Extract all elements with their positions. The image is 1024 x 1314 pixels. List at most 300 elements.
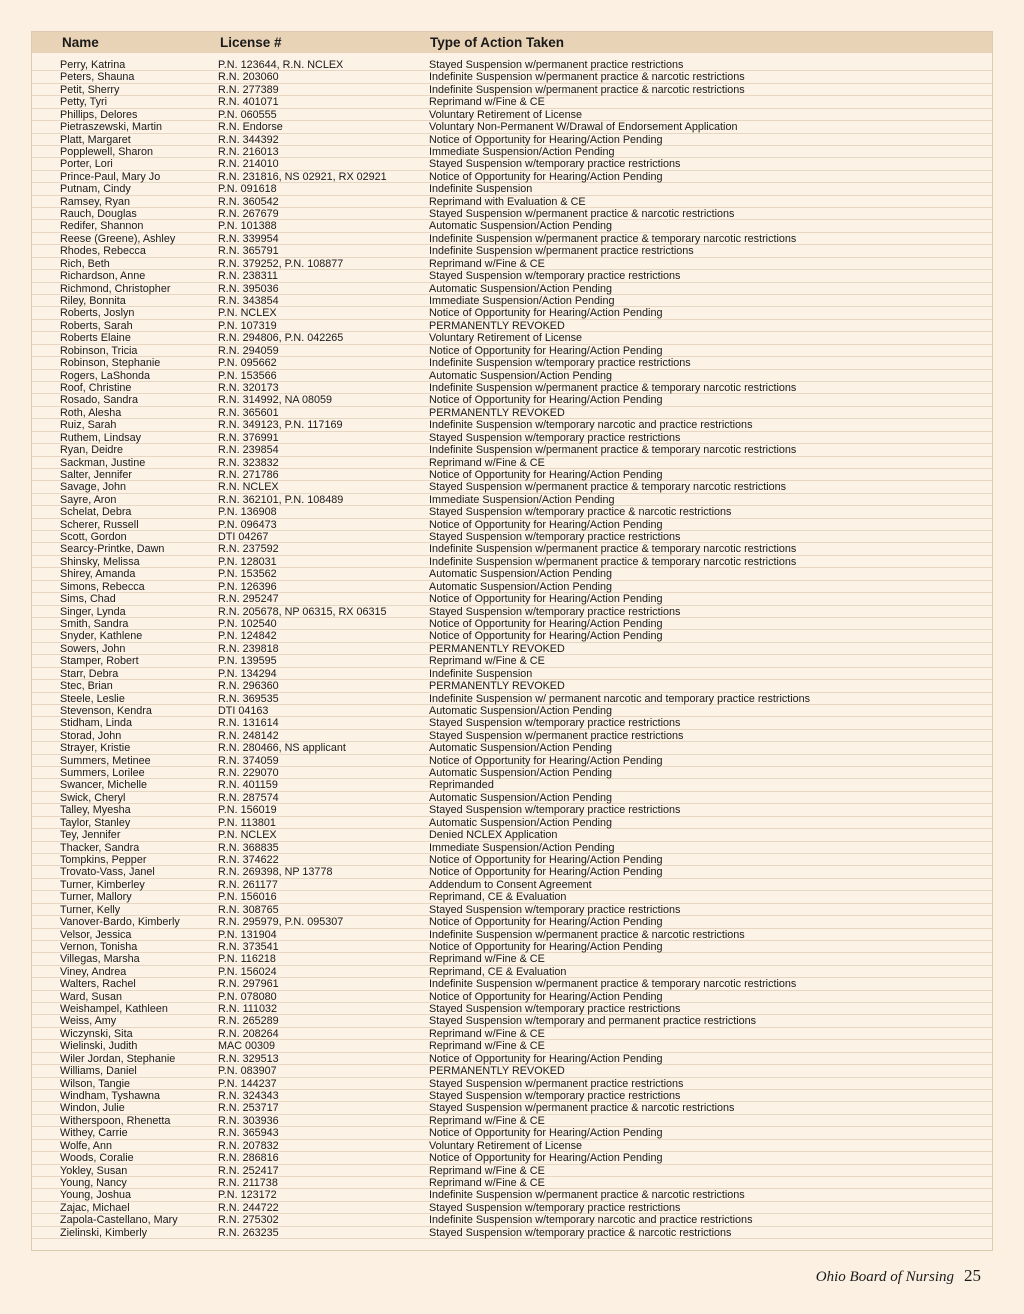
cell-name: Sowers, John [60, 642, 126, 655]
cell-action: Reprimand w/Fine & CE [429, 1040, 545, 1053]
cell-name: Popplewell, Sharon [60, 145, 154, 158]
cell-name: Stec, Brian [60, 680, 113, 693]
table-row [32, 929, 992, 941]
cell-license: DTI 04267 [218, 531, 269, 544]
cell-action: Voluntary Retirement of License [429, 1139, 583, 1152]
cell-license: P.N. 144237 [218, 1077, 277, 1090]
cell-name: Ruthem, Lindsay [60, 431, 142, 444]
cell-license: R.N. 374059 [218, 754, 279, 767]
cell-name: Swancer, Michelle [60, 779, 148, 792]
cell-license: P.N. 091618 [218, 183, 277, 196]
cell-license: R.N. 373541 [218, 940, 279, 953]
table-row [32, 208, 992, 220]
cell-action: Stayed Suspension w/temporary practice restrictions [429, 717, 681, 730]
table-row [32, 1189, 992, 1201]
cell-license: R.N. 203060 [218, 71, 279, 84]
cell-action: Reprimand w/Fine & CE [429, 1164, 545, 1177]
cell-action: Indefinite Suspension w/permanent practice & temporary narcotic restrictions [429, 543, 797, 556]
cell-license: R.N. 277389 [218, 83, 279, 96]
cell-name: Zapola-Castellano, Mary [60, 1214, 178, 1227]
table-row [32, 606, 992, 618]
cell-name: Reese (Greene), Ashley [60, 232, 176, 245]
cell-name: Storad, John [60, 729, 122, 742]
cell-name: Roberts Elaine [60, 332, 131, 345]
cell-license: P.N. NCLEX [218, 307, 277, 320]
cell-action: Immediate Suspension/Action Pending [429, 493, 615, 506]
cell-license: P.N. NCLEX [218, 829, 277, 842]
cell-license: R.N. 365943 [218, 1127, 279, 1140]
table-row [32, 817, 992, 829]
cell-license: P.N. 128031 [218, 555, 277, 568]
cell-action: Stayed Suspension w/temporary and permanent practice restrictions [429, 1015, 757, 1028]
cell-license: R.N. 253717 [218, 1102, 279, 1115]
cell-name: Shinsky, Melissa [60, 555, 140, 568]
cell-name: Windon, Julie [60, 1102, 125, 1115]
cell-action: Notice of Opportunity for Hearing/Action Pending [429, 866, 663, 879]
cell-license: P.N. 131904 [218, 928, 277, 941]
table-row [32, 96, 992, 108]
table-row [32, 283, 992, 295]
cell-action: Indefinite Suspension [429, 667, 533, 680]
cell-license: R.N. 111032 [218, 1003, 278, 1016]
cell-name: Turner, Kelly [60, 903, 121, 916]
cell-name: Wiczynski, Sita [60, 1027, 133, 1040]
table-row [32, 481, 992, 493]
table-row [32, 717, 992, 729]
cell-license: R.N. NCLEX [218, 481, 279, 494]
table-row [32, 953, 992, 965]
table-row [32, 469, 992, 481]
discipline-table [31, 31, 993, 1251]
table-row [32, 71, 992, 83]
cell-license: P.N. 153562 [218, 568, 277, 581]
cell-name: Robinson, Tricia [60, 344, 138, 357]
cell-license: R.N. 314992, NA 08059 [218, 394, 333, 407]
cell-license: R.N. 401159 [218, 779, 278, 792]
cell-name: Wolfe, Ann [60, 1139, 113, 1152]
cell-name: Turner, Mallory [60, 891, 132, 904]
table-row [32, 407, 992, 419]
cell-action: Notice of Opportunity for Hearing/Action Pending [429, 133, 663, 146]
cell-license: R.N. 376991 [218, 431, 279, 444]
cell-action: Denied NCLEX Application [429, 829, 558, 842]
cell-name: Wilson, Tangie [60, 1077, 131, 1090]
cell-license: R.N. 368835 [218, 841, 279, 854]
cell-action: Notice of Opportunity for Hearing/Action Pending [429, 307, 663, 320]
cell-action: Automatic Suspension/Action Pending [429, 580, 613, 593]
cell-action: Indefinite Suspension w/permanent practice & narcotic restrictions [429, 83, 745, 96]
cell-name: Witherspoon, Rhenetta [60, 1114, 171, 1127]
cell-name: Stamper, Robert [60, 655, 139, 668]
cell-action: Immediate Suspension/Action Pending [429, 841, 615, 854]
header-name: Name [62, 35, 99, 50]
table-row [32, 146, 992, 158]
cell-name: Turner, Kimberley [60, 878, 145, 891]
cell-name: Savage, John [60, 481, 127, 494]
cell-name: Roof, Christine [60, 381, 132, 394]
cell-license: R.N. 308765 [218, 903, 279, 916]
cell-license: R.N. 339954 [218, 232, 279, 245]
cell-license: R.N. 229070 [218, 767, 279, 780]
cell-name: Platt, Margaret [60, 133, 131, 146]
cell-license: R.N. 248142 [218, 729, 279, 742]
publication-name: Ohio Board of Nursing [815, 1269, 954, 1285]
table-row [32, 531, 992, 543]
cell-license: R.N. 205678, NP 06315, RX 06315 [218, 605, 387, 618]
table-row [32, 109, 992, 121]
table-row [32, 742, 992, 754]
cell-name: Taylor, Stanley [60, 816, 131, 829]
cell-name: Rosado, Sandra [60, 394, 139, 407]
cell-name: Roberts, Joslyn [60, 307, 135, 320]
table-row [32, 345, 992, 357]
table-row [32, 779, 992, 791]
cell-license: R.N. 239854 [218, 444, 279, 457]
table-row [32, 543, 992, 555]
cell-license: R.N. 294059 [218, 344, 279, 357]
cell-name: Snyder, Kathlene [60, 630, 143, 643]
cell-name: Phillips, Delores [60, 108, 138, 121]
cell-action: Automatic Suspension/Action Pending [429, 742, 613, 755]
cell-license: R.N. 231816, NS 02921, RX 02921 [218, 170, 387, 183]
cell-name: Searcy-Printke, Dawn [60, 543, 165, 556]
header-action: Type of Action Taken [430, 35, 565, 50]
table-row [32, 171, 992, 183]
cell-name: Stidham, Linda [60, 717, 133, 730]
cell-action: Notice of Opportunity for Hearing/Action Pending [429, 617, 663, 630]
cell-name: Putnam, Cindy [60, 183, 131, 196]
cell-license: R.N. 379252, P.N. 108877 [218, 257, 344, 270]
cell-license: R.N. 323832 [218, 456, 279, 469]
cell-action: Indefinite Suspension w/permanent practice restrictions [429, 245, 694, 258]
table-row [32, 295, 992, 307]
cell-license: P.N. 153566 [218, 369, 277, 382]
cell-license: R.N. 244722 [218, 1201, 279, 1214]
cell-name: Swick, Cheryl [60, 791, 126, 804]
cell-action: Immediate Suspension/Action Pending [429, 145, 615, 158]
cell-name: Schelat, Debra [60, 506, 132, 519]
cell-name: Strayer, Kristie [60, 742, 131, 755]
cell-action: Stayed Suspension w/permanent practice restrictions [429, 729, 684, 742]
cell-license: R.N. 269398, NP 13778 [218, 866, 333, 879]
cell-action: Automatic Suspension/Action Pending [429, 220, 613, 233]
cell-name: Williams, Daniel [60, 1065, 137, 1078]
cell-name: Steele, Leslie [60, 692, 125, 705]
cell-license: P.N. 060555 [218, 108, 277, 121]
cell-name: Vanover-Bardo, Kimberly [60, 916, 180, 929]
cell-name: Young, Nancy [60, 1176, 127, 1189]
cell-name: Weishampel, Kathleen [60, 1003, 168, 1016]
cell-name: Petty, Tyri [60, 96, 107, 109]
cell-license: P.N. 156016 [218, 891, 277, 904]
cell-license: R.N. 303936 [218, 1114, 279, 1127]
cell-name: Redifer, Shannon [60, 220, 144, 233]
table-row [32, 1202, 992, 1214]
cell-action: Stayed Suspension w/temporary practice restrictions [429, 531, 681, 544]
cell-action: Reprimand, CE & Evaluation [429, 891, 567, 904]
cell-action: PERMANENTLY REVOKED [429, 319, 565, 332]
cell-license: P.N. 134294 [218, 667, 277, 680]
table-row [32, 842, 992, 854]
cell-license: R.N. 131614 [218, 717, 279, 730]
cell-action: Automatic Suspension/Action Pending [429, 369, 613, 382]
table-row [32, 904, 992, 916]
cell-name: Velsor, Jessica [60, 928, 132, 941]
cell-name: Yokley, Susan [60, 1164, 128, 1177]
cell-name: Sackman, Justine [60, 456, 146, 469]
cell-license: R.N. 265289 [218, 1015, 279, 1028]
cell-license: P.N. 101388 [218, 220, 277, 233]
table-row [32, 332, 992, 344]
table-row [32, 1065, 992, 1077]
cell-license: P.N. 124842 [218, 630, 277, 643]
cell-name: Scott, Gordon [60, 531, 127, 544]
cell-license: P.N. 136908 [218, 506, 277, 519]
cell-name: Smith, Sandra [60, 617, 129, 630]
cell-license: R.N. 374622 [218, 854, 279, 866]
cell-action: Automatic Suspension/Action Pending [429, 568, 613, 581]
table-row [32, 432, 992, 444]
table-row [32, 1115, 992, 1127]
cell-action: Stayed Suspension w/temporary practice restrictions [429, 1003, 681, 1016]
cell-license: P.N. 116218 [218, 953, 276, 966]
cell-license: R.N. 286816 [218, 1152, 279, 1165]
cell-action: Automatic Suspension/Action Pending [429, 816, 613, 829]
cell-license: R.N. 237592 [218, 543, 279, 556]
cell-name: Singer, Lynda [60, 605, 126, 618]
cell-name: Villegas, Marsha [60, 953, 140, 966]
cell-action: Voluntary Retirement of License [429, 108, 583, 121]
cell-name: Stevenson, Kendra [60, 704, 152, 717]
cell-name: Starr, Debra [60, 667, 119, 680]
table-row [32, 1227, 992, 1239]
cell-license: R.N. 295979, P.N. 095307 [218, 916, 344, 929]
cell-name: Talley, Myesha [60, 804, 131, 817]
cell-name: Prince-Paul, Mary Jo [60, 170, 161, 183]
cell-license: R.N. 275302 [218, 1214, 279, 1227]
cell-license: R.N. 343854 [218, 295, 279, 308]
cell-license: R.N. 261177 [218, 878, 278, 891]
cell-action: Indefinite Suspension w/permanent practice & temporary narcotic restrictions [429, 978, 797, 991]
cell-license: R.N. 239818 [218, 642, 279, 655]
cell-license: R.N. 271786 [218, 468, 279, 481]
table-row [32, 245, 992, 257]
cell-action: Reprimand w/Fine & CE [429, 456, 545, 469]
cell-license: R.N. 369535 [218, 692, 279, 705]
cell-license: P.N. 126396 [218, 580, 277, 593]
cell-action: Voluntary Retirement of License [429, 332, 583, 345]
table-row [32, 121, 992, 133]
table-row [32, 1028, 992, 1040]
cell-name: Rogers, LaShonda [60, 369, 151, 382]
table-body [32, 59, 992, 1239]
cell-license: P.N. 095662 [218, 357, 277, 370]
cell-name: Simons, Rebecca [60, 580, 145, 593]
cell-action: Stayed Suspension w/temporary practice restrictions [429, 1090, 681, 1103]
cell-name: Ryan, Deidre [60, 444, 124, 457]
table-row [32, 506, 992, 518]
table-row [32, 854, 992, 866]
cell-action: Indefinite Suspension w/permanent practice & temporary narcotic restrictions [429, 381, 797, 394]
cell-name: Roth, Alesha [60, 406, 122, 419]
table-row [32, 581, 992, 593]
cell-action: Stayed Suspension w/permanent practice & narcotic restrictions [429, 208, 735, 221]
cell-name: Salter, Jennifer [60, 468, 133, 481]
cell-action: Indefinite Suspension w/permanent practice & narcotic restrictions [429, 71, 745, 84]
table-row [32, 59, 992, 71]
table-row [32, 270, 992, 282]
cell-action: Reprimand w/Fine & CE [429, 1176, 545, 1189]
cell-name: Woods, Coralie [60, 1152, 134, 1165]
cell-action: Notice of Opportunity for Hearing/Action Pending [429, 394, 663, 407]
cell-license: R.N. 362101, P.N. 108489 [218, 493, 344, 506]
header-license: License # [220, 35, 282, 50]
cell-action: Indefinite Suspension w/temporary narcotic and practice restrictions [429, 419, 753, 432]
cell-action: Notice of Opportunity for Hearing/Action Pending [429, 1152, 663, 1165]
table-row [32, 1102, 992, 1114]
cell-license: R.N. 267679 [218, 208, 279, 221]
table-row [32, 1053, 992, 1065]
cell-license: R.N. 211738 [218, 1176, 278, 1189]
table-row [32, 419, 992, 431]
table-row [32, 519, 992, 531]
cell-action: Indefinite Suspension w/temporary narcotic and practice restrictions [429, 1214, 753, 1227]
cell-name: Withey, Carrie [60, 1127, 128, 1140]
cell-action: Notice of Opportunity for Hearing/Action Pending [429, 1127, 663, 1140]
table-row [32, 457, 992, 469]
cell-name: Zielinski, Kimberly [60, 1226, 147, 1239]
cell-action: Indefinite Suspension [429, 183, 533, 196]
table-row [32, 1078, 992, 1090]
cell-action: Indefinite Suspension w/temporary practice restrictions [429, 357, 691, 370]
table-row [32, 556, 992, 568]
cell-action: Stayed Suspension w/temporary practice restrictions [429, 431, 681, 444]
cell-license: P.N. 113801 [218, 816, 276, 829]
cell-action: Voluntary Non-Permanent W/Drawal of Endorsement Application [429, 121, 738, 134]
cell-name: Richardson, Anne [60, 270, 146, 283]
cell-action: Notice of Opportunity for Hearing/Action Pending [429, 854, 663, 866]
cell-license: R.N. 320173 [218, 381, 279, 394]
table-row [32, 134, 992, 146]
cell-license: P.N. 102540 [218, 617, 277, 630]
table-row [32, 370, 992, 382]
cell-license: P.N. 078080 [218, 990, 277, 1003]
cell-license: R.N. Endorse [218, 121, 283, 134]
cell-action: Reprimanded [429, 779, 494, 792]
cell-name: Wiler Jordan, Stephanie [60, 1052, 176, 1065]
cell-name: Viney, Andrea [60, 965, 127, 978]
cell-name: Richmond, Christopher [60, 282, 171, 295]
table-row [32, 494, 992, 506]
cell-action: Reprimand w/Fine & CE [429, 1027, 545, 1040]
table-row [32, 668, 992, 680]
cell-license: R.N. 344392 [218, 133, 279, 146]
table-row [32, 991, 992, 1003]
cell-action: Automatic Suspension/Action Pending [429, 704, 613, 717]
table-row [32, 307, 992, 319]
table-row [32, 1015, 992, 1027]
cell-action: Notice of Opportunity for Hearing/Action Pending [429, 630, 663, 643]
table-row [32, 1165, 992, 1177]
cell-name: Roberts, Sarah [60, 319, 133, 332]
cell-action: PERMANENTLY REVOKED [429, 406, 565, 419]
cell-action: Automatic Suspension/Action Pending [429, 791, 613, 804]
cell-name: Petit, Sherry [60, 83, 120, 96]
cell-action: Notice of Opportunity for Hearing/Action Pending [429, 754, 663, 767]
cell-action: Stayed Suspension w/temporary practice restrictions [429, 1201, 681, 1214]
table-row [32, 804, 992, 816]
cell-name: Perry, Katrina [60, 59, 126, 71]
cell-license: R.N. 208264 [218, 1027, 279, 1040]
table-row [32, 966, 992, 978]
table-row [32, 693, 992, 705]
cell-license: R.N. 360542 [218, 195, 279, 208]
cell-license: P.N. 123644, R.N. NCLEX [218, 59, 344, 71]
cell-name: Rhodes, Rebecca [60, 245, 146, 258]
cell-name: Trovato-Vass, Janel [60, 866, 155, 879]
cell-action: Stayed Suspension w/temporary practice restrictions [429, 903, 681, 916]
table-row [32, 220, 992, 232]
cell-license: R.N. 294806, P.N. 042265 [218, 332, 344, 345]
cell-action: Stayed Suspension w/permanent practice & narcotic restrictions [429, 1102, 735, 1115]
cell-license: P.N. 139595 [218, 655, 277, 668]
cell-name: Thacker, Sandra [60, 841, 140, 854]
table-row [32, 1140, 992, 1152]
cell-action: Reprimand w/Fine & CE [429, 953, 545, 966]
cell-license: MAC 00309 [218, 1040, 276, 1053]
cell-license: R.N. 263235 [218, 1226, 279, 1239]
cell-name: Summers, Lorilee [60, 767, 145, 780]
page-number: 25 [964, 1266, 981, 1285]
table-row [32, 1152, 992, 1164]
table-row [32, 1177, 992, 1189]
cell-name: Windham, Tyshawna [60, 1090, 161, 1103]
table-row [32, 593, 992, 605]
table-row [32, 320, 992, 332]
table-row [32, 394, 992, 406]
table-row [32, 618, 992, 630]
cell-action: Notice of Opportunity for Hearing/Action Pending [429, 593, 663, 606]
cell-name: Rich, Beth [60, 257, 110, 270]
cell-license: P.N. 096473 [218, 518, 277, 531]
cell-license: R.N. 365791 [218, 245, 279, 258]
cell-name: Peters, Shauna [60, 71, 135, 84]
table-row [32, 755, 992, 767]
cell-action: Stayed Suspension w/temporary practice & narcotic restrictions [429, 1226, 732, 1239]
table-row [32, 1003, 992, 1015]
table-row [32, 258, 992, 270]
cell-action: Stayed Suspension w/temporary practice & narcotic restrictions [429, 506, 732, 519]
table-row [32, 196, 992, 208]
cell-name: Sims, Chad [60, 593, 116, 606]
table-row [32, 84, 992, 96]
table-row [32, 158, 992, 170]
cell-action: Reprimand w/Fine & CE [429, 257, 545, 270]
table-row [32, 978, 992, 990]
table-row [32, 1127, 992, 1139]
cell-action: Stayed Suspension w/temporary practice restrictions [429, 804, 681, 817]
cell-license: R.N. 329513 [218, 1052, 279, 1065]
cell-license: R.N. 401071 [218, 96, 279, 109]
cell-license: P.N. 123172 [218, 1189, 277, 1202]
cell-action: Indefinite Suspension w/permanent practice & temporary narcotic restrictions [429, 555, 797, 568]
cell-name: Ruiz, Sarah [60, 419, 117, 432]
cell-license: P.N. 156019 [218, 804, 277, 817]
cell-name: Vernon, Tonisha [60, 940, 138, 953]
table-row [32, 643, 992, 655]
cell-license: R.N. 280466, NS applicant [218, 742, 346, 755]
table-row [32, 1040, 992, 1052]
